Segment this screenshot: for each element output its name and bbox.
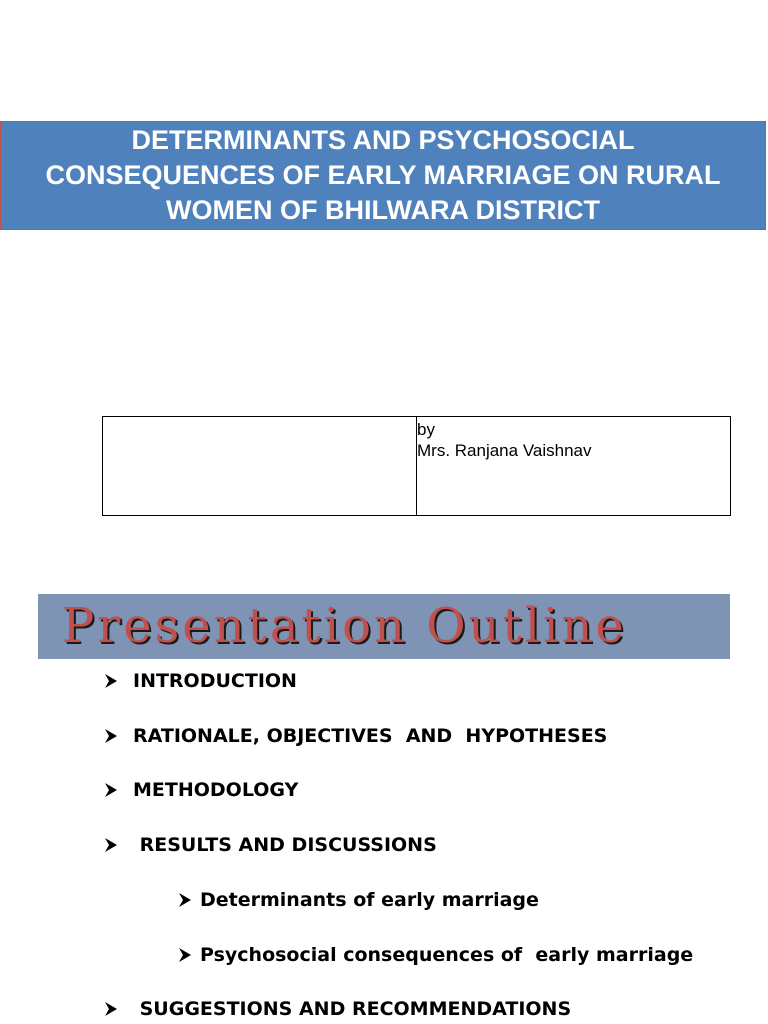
author-table-empty-cell	[103, 417, 417, 515]
arrowhead-bullet-icon	[105, 1002, 117, 1016]
outline-subitem-determinants	[179, 889, 539, 911]
outline-banner	[38, 594, 730, 659]
outline-item-label: RATIONALE, OBJECTIVES AND HYPOTHESES	[133, 725, 608, 747]
arrowhead-bullet-icon	[179, 893, 191, 907]
outline-item-label: METHODOLOGY	[133, 779, 299, 801]
arrowhead-bullet-icon	[105, 783, 117, 797]
author-table	[102, 416, 731, 516]
outline-heading: Presentation Outline	[62, 598, 627, 654]
outline-item-introduction	[105, 670, 297, 692]
arrowhead-bullet-icon	[105, 729, 117, 743]
outline-subitem-consequences	[179, 944, 693, 966]
arrowhead-bullet-icon	[105, 674, 117, 688]
outline-item-suggestions	[105, 998, 571, 1020]
arrowhead-bullet-icon	[105, 838, 117, 852]
outline-item-label: RESULTS AND DISCUSSIONS	[133, 834, 437, 856]
outline-item-label: INTRODUCTION	[133, 670, 297, 692]
author-cell	[417, 417, 730, 515]
outline-item-methodology	[105, 779, 298, 801]
outline-item-rationale	[105, 725, 607, 747]
author-by-label: by	[417, 420, 435, 439]
title-banner	[0, 121, 766, 230]
author-name: Mrs. Ranjana Vaishnav	[417, 441, 592, 460]
outline-item-label: Psychosocial consequences of early marriage	[200, 944, 694, 966]
outline-item-label: Determinants of early marriage	[200, 889, 539, 911]
arrowhead-bullet-icon	[179, 948, 191, 962]
outline-item-label: SUGGESTIONS AND RECOMMENDATIONS	[133, 998, 572, 1020]
outline-item-results	[105, 834, 437, 856]
slide-title: DETERMINANTS AND PSYCHOSOCIAL CONSEQUENCES OF EARLY MARRIAGE ON RURAL WOMEN OF BHILWARA DISTRICT	[45, 125, 721, 225]
